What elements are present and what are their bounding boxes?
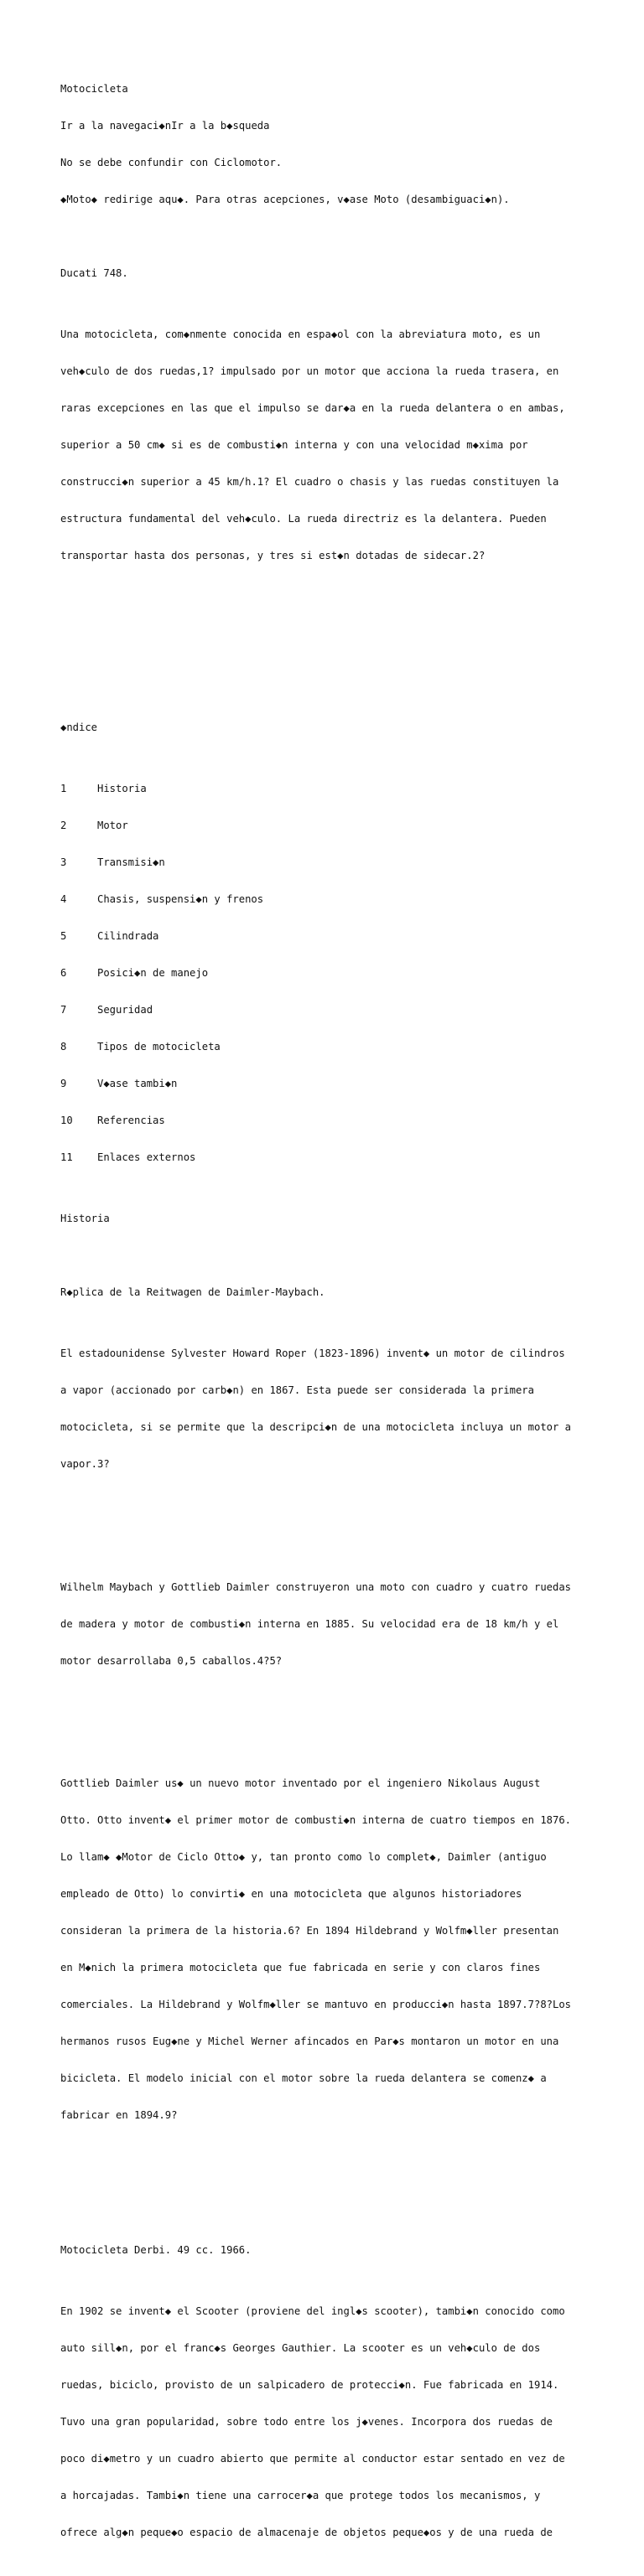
toc-item[interactable] <box>60 1115 597 1127</box>
paragraph-line: en M◆nich la primera motocicleta que fue fabricada en serie y con claros fines <box>60 1962 541 1974</box>
toc-item-label[interactable]: Seguridad <box>97 1004 153 1016</box>
table-of-contents <box>60 758 597 1188</box>
spacer <box>60 685 597 697</box>
toc-item[interactable] <box>60 1078 597 1090</box>
toc-item[interactable] <box>60 967 597 980</box>
toc-item[interactable] <box>60 1041 597 1053</box>
paragraph-line: raras excepciones en las que el impulso se dar◆a en la rueda delantera o en ambas, <box>60 402 565 415</box>
paragraph-line: auto sill◆n, por el franc◆s Georges Gauthier. La scooter es un veh◆culo de dos <box>60 2342 541 2355</box>
paragraph-line: Lo llam◆ ◆Motor de Ciclo Otto◆ y, tan pronto como lo complet◆, Daimler (antiguo <box>60 1851 547 1864</box>
paragraph-line: comerciales. La Hildebrand y Wolfm◆ller se mantuvo en producci◆n hasta 1897.7?8?Los <box>60 1998 572 2010</box>
toc-item-label[interactable]: Tipos de motocicleta <box>97 1041 221 1053</box>
paragraph-line: ofrece alg◆n peque◆o espacio de almacenaje de objetos peque◆os y de una rueda de <box>60 2526 553 2538</box>
spacer <box>60 1520 597 1533</box>
toc-heading: ◆ndice <box>60 722 98 734</box>
toc-item[interactable] <box>60 820 597 832</box>
paragraph-line: fabricar en 1894.9? <box>60 2108 178 2121</box>
spacer <box>60 230 597 243</box>
paragraph-line: poco di◆metro y un cuadro abierto que permite al conductor estar sentado en vez de <box>60 2453 565 2465</box>
paragraph-line: En 1902 se invent◆ el Scooter (proviene del ingl◆s scooter), tambi◆n conocido como <box>60 2305 565 2318</box>
toc-item-number: 11 <box>60 1151 73 1163</box>
toc-item-label[interactable]: Enlaces externos <box>97 1151 196 1163</box>
section-heading-historia: Historia <box>60 1213 110 1225</box>
toc-item[interactable] <box>60 1004 597 1016</box>
paragraph-line: Una motocicleta, com◆nmente conocida en espa◆ol con la abreviatura moto, es un <box>60 328 541 341</box>
paragraph-line: Tuvo una gran popularidad, sobre todo entre los j◆venes. Incorpora dos ruedas de <box>60 2416 553 2429</box>
document-title: Motocicleta <box>60 83 128 96</box>
toc-item[interactable] <box>60 893 597 906</box>
toc-item[interactable] <box>60 783 597 795</box>
paragraph-line: empleado de Otto) lo convirti◆ en una motocicleta que algunos historiadores <box>60 1888 522 1901</box>
paragraph-daimler <box>60 1753 597 2146</box>
toc-item-label[interactable]: Referencias <box>97 1115 165 1127</box>
toc-item-number: 2 <box>60 820 67 832</box>
paragraph-line: Gottlieb Daimler us◆ un nuevo motor inventado por el ingeniero Nikolaus August <box>60 1777 541 1790</box>
paragraph-line: motor desarrollaba 0,5 caballos.4?5? <box>60 1654 283 1667</box>
paragraph-line: de madera y motor de combusti◆n interna en 1885. Su velocidad era de 18 km/h y el <box>60 1617 559 1630</box>
paragraph-line: consideran la primera de la historia.6? En 1894 Hildebrand y Wolfm◆ller presentan <box>60 1925 559 1937</box>
toc-item-label[interactable]: Chasis, suspensi◆n y frenos <box>97 893 264 906</box>
toc-item-number: 5 <box>60 930 67 943</box>
spacer <box>60 648 597 660</box>
toc-item-number: 1 <box>60 783 67 795</box>
image-caption-replica: R◆plica de la Reitwagen de Daimler-Maybach. <box>60 1286 325 1299</box>
paragraph-line: superior a 50 cm◆ si es de combusti◆n interna y con una velocidad m◆xima por <box>60 439 528 452</box>
toc-item-number: 10 <box>60 1115 73 1127</box>
toc-item[interactable] <box>60 1151 597 1164</box>
paragraph-line: estructura fundamental del veh◆culo. La rueda directriz es la delantera. Pueden <box>60 513 547 525</box>
toc-item[interactable] <box>60 930 597 943</box>
paragraph-maybach <box>60 1557 597 1692</box>
paragraph-line: construcci◆n superior a 45 km/h.1? El cuadro o chasis y las ruedas constituyen la <box>60 476 559 489</box>
toc-item-label[interactable]: Posici◆n de manejo <box>97 967 209 980</box>
spacer <box>60 611 597 623</box>
toc-item-label[interactable]: V◆ase tambi◆n <box>97 1078 178 1090</box>
paragraph-line: bicicleta. El modelo inicial con el motor sobre la rueda delantera se comenz◆ a <box>60 2072 547 2084</box>
document-body <box>60 59 597 2576</box>
toc-item-label[interactable]: Motor <box>97 820 128 832</box>
toc-item-label[interactable]: Historia <box>97 783 147 795</box>
disambiguation-note: No se debe confundir con Ciclomotor. <box>60 157 283 169</box>
toc-item-number: 3 <box>60 856 67 869</box>
image-caption-ducati: Ducati 748. <box>60 267 128 280</box>
intro-paragraph <box>60 304 597 587</box>
paragraph-line: El estadounidense Sylvester Howard Roper (1823-1896) invent◆ un motor de cilindros <box>60 1347 565 1360</box>
spacer <box>60 1249 597 1262</box>
paragraph-line: ruedas, biciclo, provisto de un salpicadero de protecci◆n. Fue fabricada en 1914. <box>60 2379 559 2392</box>
paragraph-line: transportar hasta dos personas, y tres si est◆n dotadas de sidecar.2? <box>60 550 486 562</box>
toc-item-number: 4 <box>60 893 67 906</box>
toc-item-label[interactable]: Cilindrada <box>97 930 159 943</box>
toc-item[interactable] <box>60 856 597 869</box>
paragraph-roper <box>60 1323 597 1495</box>
toc-item-number: 7 <box>60 1004 67 1016</box>
redirect-note: ◆Moto◆ redirige aqu◆. Para otras acepciones, v◆ase Moto (desambiguaci◆n). <box>60 194 510 206</box>
paragraph-line: a vapor (accionado por carb◆n) en 1867. Esta puede ser considerada la primera <box>60 1384 534 1397</box>
toc-item-number: 9 <box>60 1078 67 1090</box>
image-caption-derbi: Motocicleta Derbi. 49 cc. 1966. <box>60 2244 252 2256</box>
toc-item-number: 6 <box>60 967 67 980</box>
paragraph-line: motocicleta, si se permite que la descripci◆n de una motocicleta incluya un motor a <box>60 1421 572 1434</box>
navigation-links: Ir a la navegaci◆nIr a la b◆squeda <box>60 120 270 132</box>
paragraph-line: Otto. Otto invent◆ el primer motor de combusti◆n interna de cuatro tiempos en 1876. <box>60 1814 572 1827</box>
paragraph-line: a horcajadas. Tambi◆n tiene una carrocer◆a que protege todos los mecanismos, y <box>60 2490 541 2502</box>
spacer <box>60 1716 597 1729</box>
paragraph-scooter <box>60 2281 597 2563</box>
spacer <box>60 2207 597 2220</box>
paragraph-line: Wilhelm Maybach y Gottlieb Daimler construyeron una moto con cuadro y cuatro ruedas <box>60 1580 572 1593</box>
toc-item-number: 8 <box>60 1041 67 1053</box>
spacer <box>60 2170 597 2183</box>
paragraph-line: vapor.3? <box>60 1458 110 1471</box>
toc-item-label[interactable]: Transmisi◆n <box>97 856 165 869</box>
paragraph-line: hermanos rusos Eug◆ne y Michel Werner afincados en Par◆s montaron un motor en una <box>60 2035 559 2047</box>
paragraph-line: veh◆culo de dos ruedas,1? impulsado por un motor que acciona la rueda trasera, en <box>60 365 559 378</box>
